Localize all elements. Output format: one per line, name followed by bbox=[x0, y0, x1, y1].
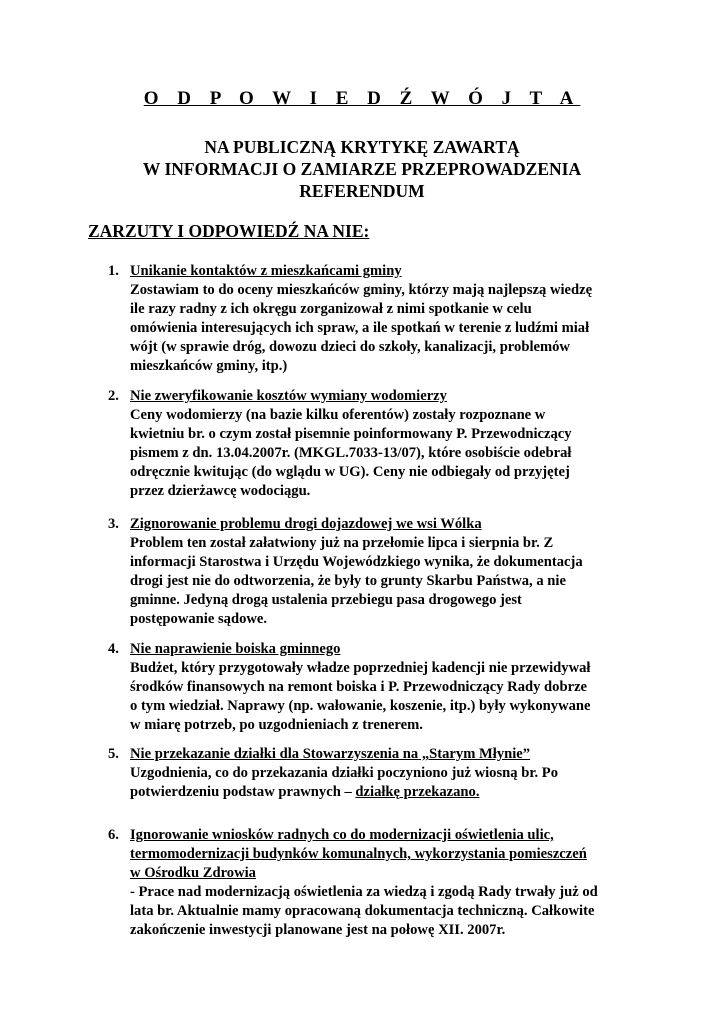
item-text-line: gminne. Jedyną drogą ustalenia przebiegu pasa drogowego jest bbox=[130, 592, 522, 608]
subtitle bbox=[0, 136, 724, 202]
item-text-line: Problem ten został załatwiony już na przełomie lipca i sierpnia br. Z bbox=[130, 535, 554, 551]
item-text-segment: potwierdzeniu podstaw prawnych – bbox=[130, 784, 356, 800]
item-heading: w Ośrodku Zdrowia bbox=[130, 865, 256, 881]
subtitle-line: NA PUBLICZNĄ KRYTYKĘ ZAWARTĄ bbox=[204, 137, 520, 157]
item-heading: Nie naprawienie boiska gminnego bbox=[130, 641, 341, 657]
item-content bbox=[130, 640, 650, 735]
item-text-line: mieszkańców gminy, itp.) bbox=[130, 358, 288, 374]
item-number: 6. bbox=[108, 827, 119, 843]
item-heading: Ignorowanie wniosków radnych co do modernizacji oświetlenia ulic, bbox=[130, 827, 554, 843]
item-text-line: ile razy radny z ich okręgu zorganizował z nimi spotkanie w celu bbox=[130, 301, 532, 317]
item-text-line: środków finansowych na remont boiska i P. Przewodniczący Rady dobrze bbox=[130, 679, 588, 695]
item-text-line: omówienia interesujących ich spraw, a ile spotkań w terenie z ludźmi miał bbox=[130, 320, 590, 336]
item-content bbox=[130, 262, 650, 376]
item-text-line: - Prace nad modernizacją oświetlenia za wiedzą i zgodą Rady trwały już od bbox=[130, 884, 598, 900]
item-number: 4. bbox=[108, 641, 119, 657]
item-text-line: odręcznie kwitując (do wglądu w UG). Ceny nie odbiegały od przyjętej bbox=[130, 464, 570, 480]
item-text-line: zakończenie inwestycji planowane jest na połowę XII. 2007r. bbox=[130, 922, 506, 938]
item-text-line: wójt (w sprawie dróg, dowozu dzieci do szkoły, kanalizacji, problemów bbox=[130, 339, 570, 355]
item-text-line: Zostawiam to do oceny mieszkańców gminy, którzy mają najlepszą wiedzę bbox=[130, 282, 593, 298]
item-number: 3. bbox=[108, 516, 119, 532]
item-text-line: w miarę potrzeb, po uzgodnieniach z trenerem. bbox=[130, 717, 423, 733]
item-heading: Zignorowanie problemu drogi dojazdowej we wsi Wólka bbox=[130, 516, 482, 532]
item-text-emphasis: działkę przekazano. bbox=[355, 784, 480, 800]
item-text-line: informacji Starostwa i Urzędu Wojewódzkiego wynika, że dokumentacja bbox=[130, 554, 583, 570]
item-text-line: postępowanie sądowe. bbox=[130, 611, 268, 627]
item-text-line: Budżet, który przygotowały władze poprzedniej kadencji nie przewidywał bbox=[130, 660, 591, 676]
item-number: 5. bbox=[108, 746, 119, 762]
page-title: O D P O W I E D Ź W Ó J T A bbox=[143, 88, 581, 109]
item-text-line: lata br. Aktualnie mamy opracowaną dokumentacja techniczną. Całkowite bbox=[130, 903, 595, 919]
item-content bbox=[130, 745, 650, 802]
subtitle-line: REFERENDUM bbox=[299, 181, 425, 201]
item-text-line: drogi jest nie do odtworzenia, że były to grunty Skarbu Państwa, a nie bbox=[130, 573, 566, 589]
item-text-line: pismem z dn. 13.04.2007r. (MKGL.7033-13/07), które osobiście odebrał bbox=[130, 445, 572, 461]
item-heading: Unikanie kontaktów z mieszkańcami gminy bbox=[130, 263, 402, 279]
item-text-line: o tym wiedział. Naprawy (np. wałowanie, koszenie, itp.) były wykonywane bbox=[130, 698, 591, 714]
item-text-line bbox=[130, 783, 650, 802]
item-text-line: kwietniu br. o czym został pisemnie poinformowany P. Przewodniczący bbox=[130, 426, 572, 442]
item-heading: Nie zweryfikowanie kosztów wymiany wodomierzy bbox=[130, 388, 447, 404]
item-content bbox=[130, 826, 650, 940]
item-heading: termomodernizacji budynków komunalnych, wykorzystania pomieszczeń bbox=[130, 846, 587, 862]
item-text-line: Ceny wodomierzy (na bazie kilku oferentów) zostały rozpoznane w bbox=[130, 407, 546, 423]
section-heading: ZARZUTY I ODPOWIEDŹ NA NIE: bbox=[88, 221, 370, 241]
item-text-line: Uzgodnienia, co do przekazania działki poczyniono już wiosną br. Po bbox=[130, 765, 558, 781]
item-content bbox=[130, 387, 650, 501]
item-number: 2. bbox=[108, 388, 119, 404]
subtitle-line: W INFORMACJI O ZAMIARZE PRZEPROWADZENIA bbox=[142, 159, 582, 179]
item-heading: Nie przekazanie działki dla Stowarzyszenia na „Starym Młynie” bbox=[130, 746, 531, 762]
item-text-line: przez dzierżawcę wodociągu. bbox=[130, 483, 311, 499]
item-content bbox=[130, 515, 650, 629]
item-number: 1. bbox=[108, 263, 119, 279]
